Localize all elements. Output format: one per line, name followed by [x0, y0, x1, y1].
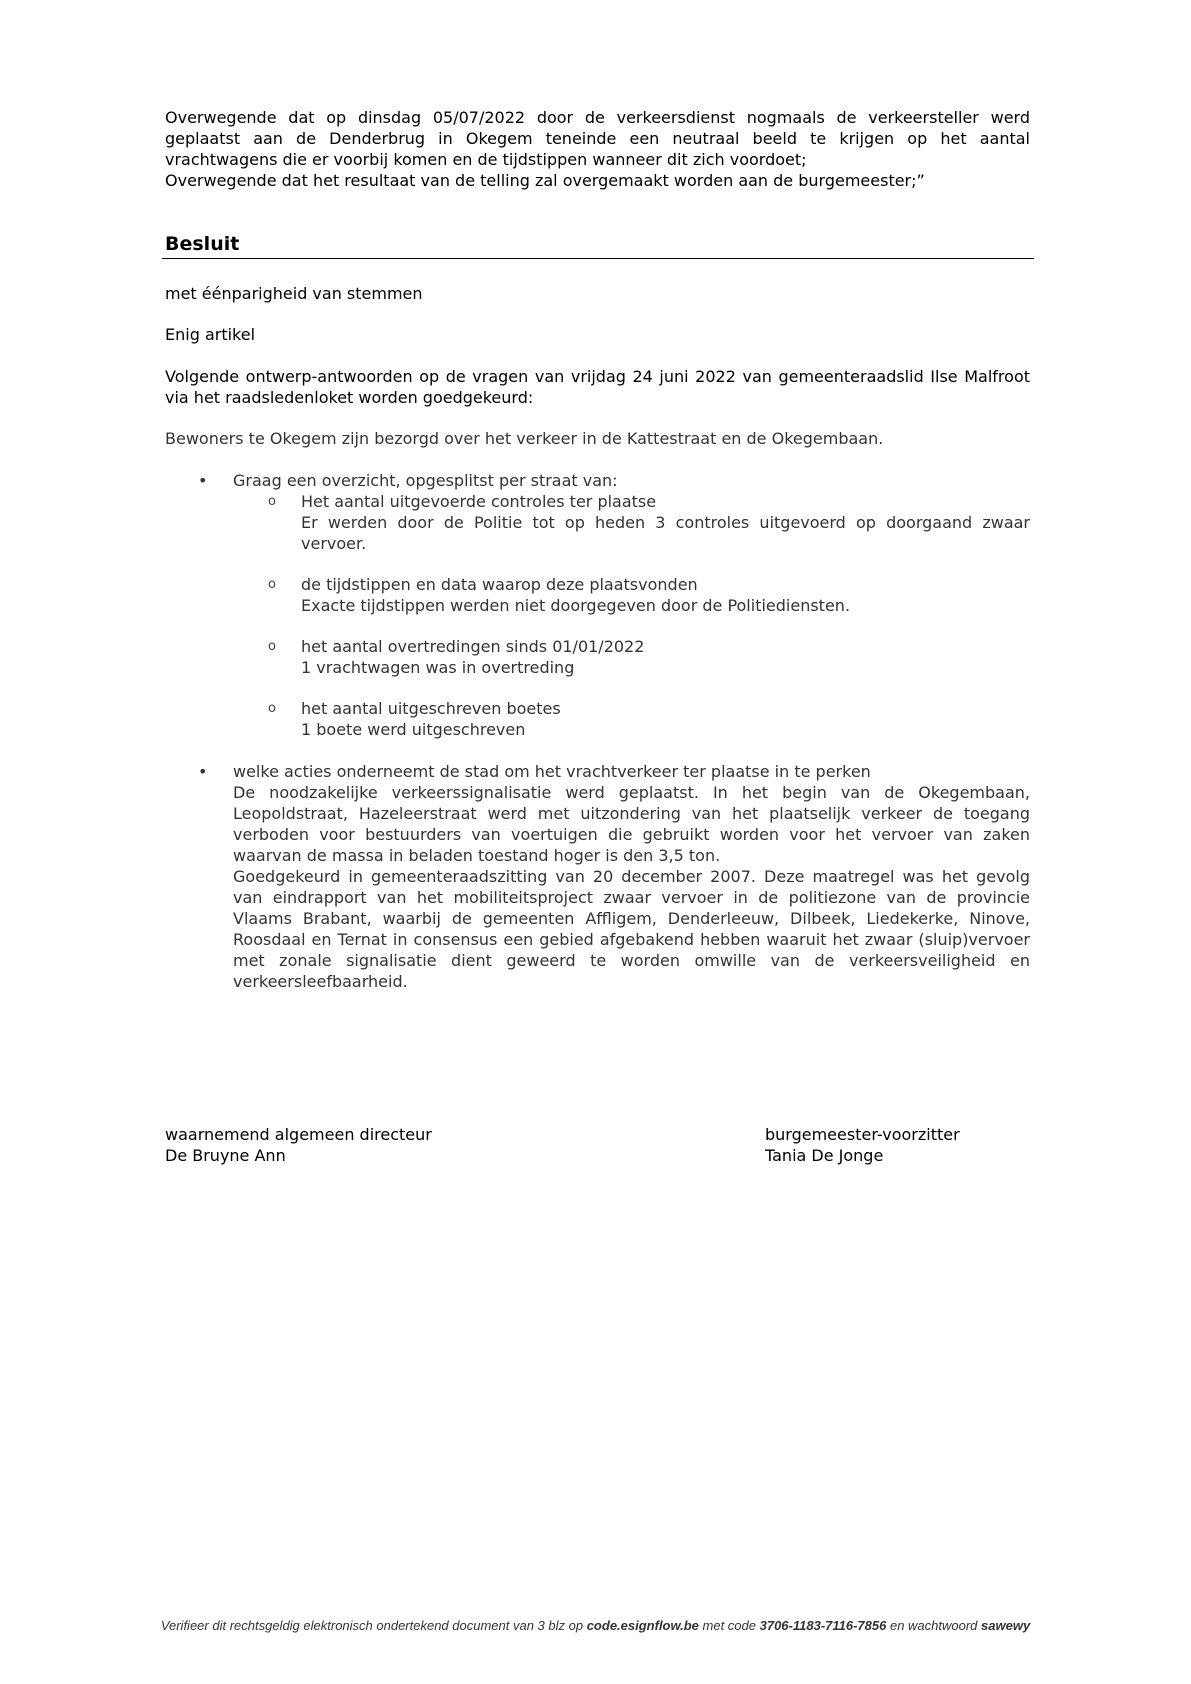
bullet-question-actions: welke acties onderneemt de stad om het vrachtverkeer ter plaatse in te perken [233, 762, 871, 781]
sub-answer-violations: 1 vrachtwagen was in overtreding [301, 658, 575, 677]
sub-answer-controls: Er werden door de Politie tot op heden 3 controles uitgevoerd op doorgaand zwaar vervoer. [301, 513, 1030, 553]
residents-context: Bewoners te Okegem zijn bezorgd over het verkeer in de Kattestraat en de Okegembaan. [165, 429, 884, 448]
sub-question-fines: het aantal uitgeschreven boetes [301, 699, 561, 718]
sub-bullet-marker: o [268, 639, 276, 654]
sub-bullet-marker: o [268, 701, 276, 716]
footer-prefix: Verifieer dit rechtsgeldig elektronisch ondertekend document van 3 blz op [160, 1618, 587, 1633]
intro-paragraph-1: Overwegende dat op dinsdag 05/07/2022 door de verkeersdienst nogmaals de verkeersteller werd geplaatst aan de Denderbrug in Okegem teneinde een neutraal beeld te krijgen op het aantal vrachtwagens die er voorbij komen en de tijdstippen wanneer dit zich voordoet; [165, 108, 1030, 169]
intro-paragraph-2: Overwegende dat het resultaat van de telling zal overgemaakt worden aan de burgemeester;” [165, 171, 925, 190]
section-heading-besluit: Besluit [165, 233, 240, 255]
heading-underline [162, 258, 1034, 259]
sub-answer-fines: 1 boete werd uitgeschreven [301, 720, 526, 739]
answer-approval-2007: Goedgekeurd in gemeenteraadszitting van 20 december 2007. Deze maatregel was het gevolg van eindrapport van het mobiliteitsproject zwaar vervoer in de politiezone van de provincie Vlaams Brabant, waarbij de gemeenten Affligem, Denderleeuw, Dilbeek, Liedekerke, Ninove, Roosdaal en Ternat in consensus een gebied afgebakend hebben waaruit het zwaar (sluip)vervoer met zonale signalisatie dient geweerd te worden omwille van de verkeersveiligheid en verkeersleefbaarheid. [233, 867, 1030, 991]
approval-intro: Volgende ontwerp-antwoorden op de vragen van vrijdag 24 juni 2022 van gemeenteraadslid Ilse Malfroot via het raadsledenloket worden goedgekeurd: [165, 367, 1030, 407]
verification-footer [0, 1618, 1191, 1633]
signature-right-role: burgemeester-voorzitter [765, 1125, 960, 1144]
sub-bullet-marker: o [268, 494, 276, 509]
signature-left-name: De Bruyne Ann [165, 1146, 286, 1165]
document-page [165, 0, 1030, 1684]
footer-code: 3706-1183-7116-7856 [759, 1618, 887, 1633]
article-title: Enig artikel [165, 325, 256, 344]
signature-left-role: waarnemend algemeen directeur [165, 1125, 432, 1144]
sub-answer-times: Exacte tijdstippen werden niet doorgegeven door de Politiediensten. [301, 596, 851, 615]
sub-bullet-marker: o [268, 577, 276, 592]
bullet-marker: • [198, 762, 208, 781]
footer-password-label: en wachtwoord [886, 1618, 982, 1633]
footer-site-link[interactable]: code.esignflow.be [586, 1618, 699, 1633]
footer-password: sawewy [981, 1618, 1031, 1633]
answer-signalisation: De noodzakelijke verkeerssignalisatie werd geplaatst. In het begin van de Okegembaan, Leopoldstraat, Hazeleerstraat werd met uitzondering van het plaatselijk verkeer de toegang verboden voor bestuurders van voertuigen die gebruikt worden voor het vervoer van zaken waarvan de massa in beladen toestand hoger is den 3,5 ton. [233, 783, 1030, 865]
bullet-marker: • [198, 471, 208, 490]
sub-question-violations: het aantal overtredingen sinds 01/01/2022 [301, 637, 645, 656]
bullet-question-overview: Graag een overzicht, opgesplitst per straat van: [233, 471, 618, 490]
vote-line: met éénparigheid van stemmen [165, 284, 423, 303]
sub-question-controls: Het aantal uitgevoerde controles ter plaatse [301, 492, 657, 511]
signature-right-name: Tania De Jonge [765, 1146, 884, 1165]
sub-question-times: de tijdstippen en data waarop deze plaatsvonden [301, 575, 698, 594]
footer-middle: met code [698, 1618, 760, 1633]
